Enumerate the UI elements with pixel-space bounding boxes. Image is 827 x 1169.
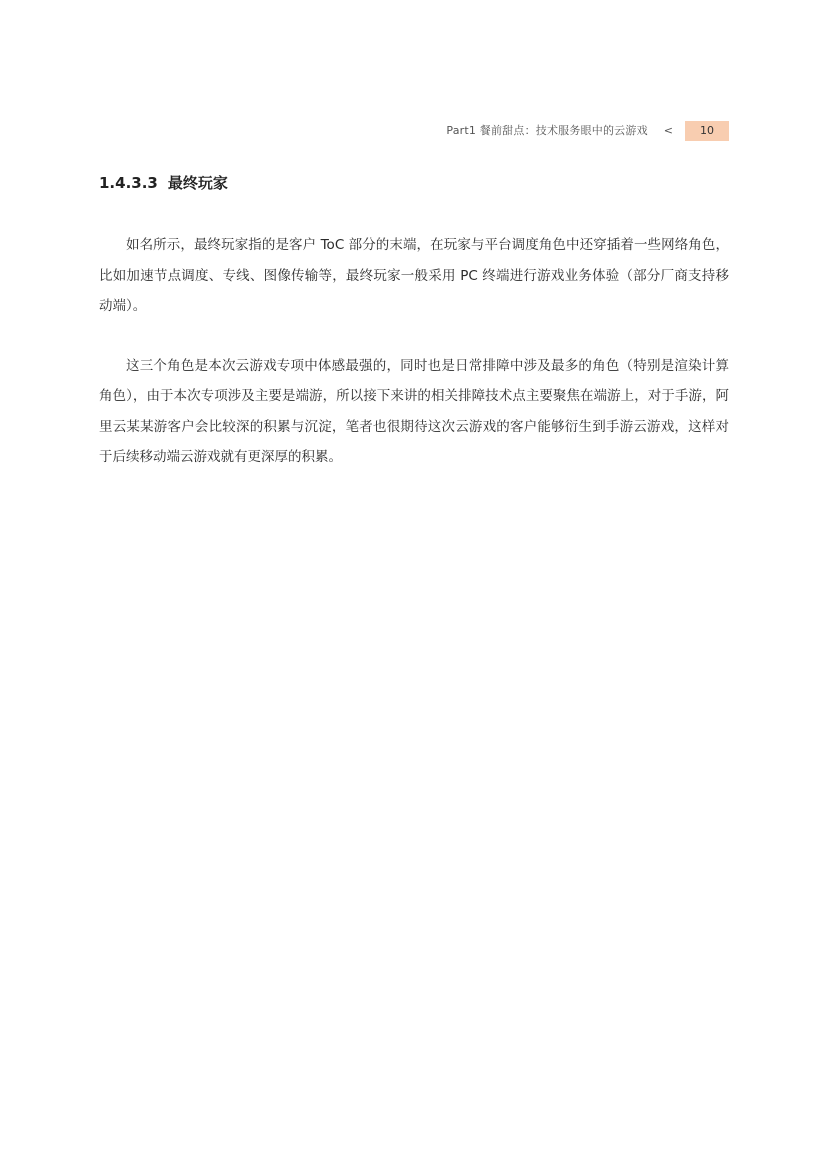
chevron-left-icon: < [663,124,673,137]
section-title-text: 最终玩家 [167,174,228,192]
running-title: Part1 餐前甜点：技术服务眼中的云游戏 [446,124,648,137]
body-content [99,230,729,502]
paragraph: 这三个角色是本次云游戏专项中体感最强的，同时也是日常排障中涉及最多的角色（特别是渲染计算角色），由于本次专项涉及主要是端游，所以接下来讲的相关排障技术点主要聚焦在端游上，对于手游，阿里云某某游客户会比较深的积累与沉淀，笔者也很期待这次云游戏的客户能够衍生到手游云游戏，这样对于后续移动端云游戏就有更深厚的积累。 [99,357,729,465]
section-title [99,172,228,193]
page-header [446,121,729,141]
paragraph: 如名所示，最终玩家指的是客户 ToC 部分的末端，在玩家与平台调度角色中还穿插着一些网络角色，比如加速节点调度、专线、图像传输等，最终玩家一般采用 PC 终端进行游戏业务体验（部分厂商支持移动端）。 [99,237,729,314]
page-number: 10 [685,121,729,141]
section-number: 1.4.3.3 [99,174,158,192]
